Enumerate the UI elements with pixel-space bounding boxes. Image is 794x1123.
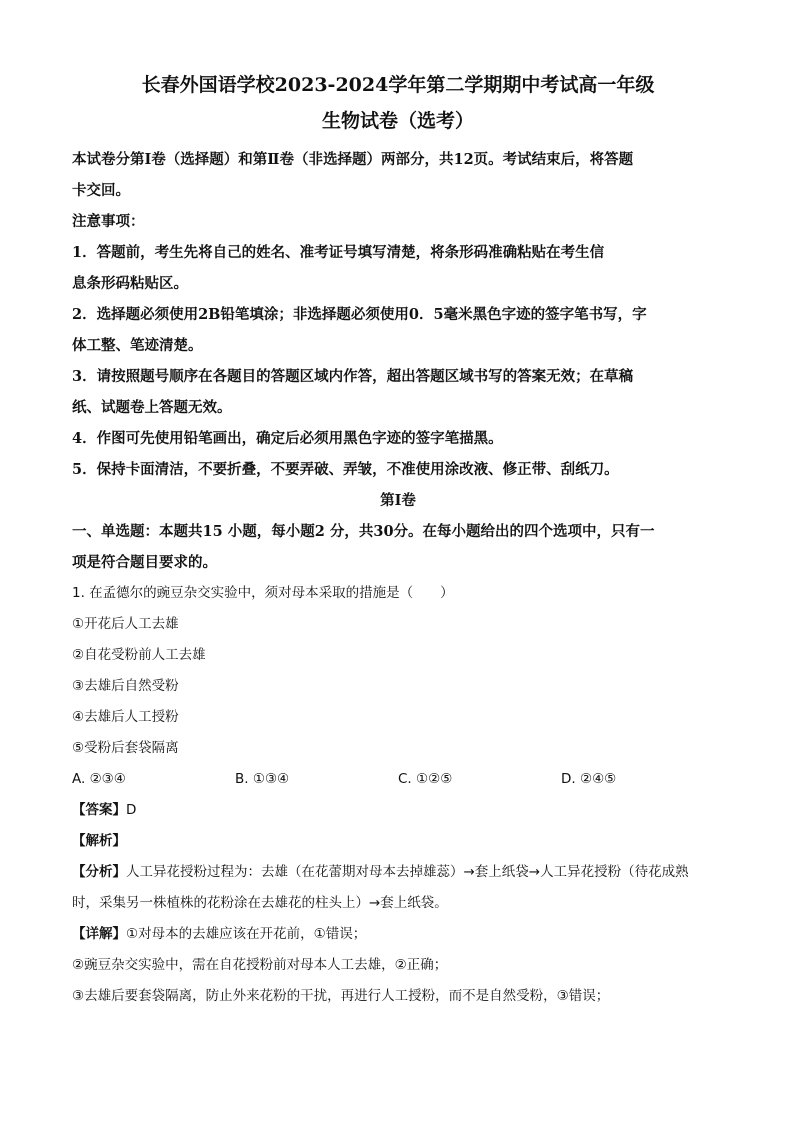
document-page <box>72 72 724 1012</box>
statement-5: ⑤受粉后套袋隔离 <box>72 740 179 756</box>
intro-line-2: 卡交回。 <box>72 182 130 199</box>
answer-line <box>72 795 724 826</box>
statement-3: ③去雄后自然受粉 <box>72 678 179 694</box>
exam-title: 长春外国语学校2023-2024学年第二学期期中考试高一年级 <box>141 74 655 96</box>
option-d: D. ②④⑤ <box>561 771 617 787</box>
note-2-line-2: 体工整、笔迹清楚。 <box>72 337 203 354</box>
option-c: C. ①②⑤ <box>398 771 453 787</box>
note-1-line-1: 1．答题前，考生先将自己的姓名、准考证号填写清楚，将条形码准确粘贴在考生信 <box>72 244 605 261</box>
analysis-line <box>72 826 724 857</box>
detail-text-1: ①对母本的去雄应该在开花前，①错误； <box>126 926 367 942</box>
option-a: A. ②③④ <box>72 771 126 787</box>
statement-4: ④去雄后人工授粉 <box>72 709 179 725</box>
question-1-stem: 1. 在孟德尔的豌豆杂交实验中，须对母本采取的措施是（ ） <box>72 585 454 601</box>
detail-tag: 【详解】 <box>72 926 126 942</box>
detail-line-2: ②豌豆杂交实验中，需在自花授粉前对母本人工去雄，②正确； <box>72 957 448 973</box>
intro-line-1: 本试卷分第Ⅰ卷（选择题）和第Ⅱ卷（非选择题）两部分，共12页。考试结束后，将答题 <box>72 151 634 168</box>
answer-tag: 【答案】 <box>72 802 126 818</box>
option-b: B. ①③④ <box>235 771 290 787</box>
note-3-line-1: 3．请按照题号顺序在各题目的答题区域内作答，超出答题区域书写的答案无效；在草稿 <box>72 368 634 385</box>
note-2-line-1: 2．选择题必须使用2B铅笔填涂；非选择题必须使用0．5毫米黑色字迹的签字笔书写，字 <box>72 306 647 323</box>
detail-line-3: ③去雄后要套袋隔离，防止外来花粉的干扰，再进行人工授粉，而不是自然受粉，③错误； <box>72 988 610 1004</box>
note-4: 4．作图可先使用铅笔画出，确定后必须用黑色字迹的签字笔描黑。 <box>72 430 503 447</box>
statement-2: ②自花受粉前人工去雄 <box>72 647 206 663</box>
note-1-line-2: 息条形码粘贴区。 <box>72 275 188 292</box>
fenxi-line-2: 时，采集另一株植株的花粉涂在去雄花的柱头上）→套上纸袋。 <box>72 895 448 911</box>
detail-line-1 <box>72 919 724 950</box>
answer-value: D <box>126 802 137 818</box>
section-instruction-line-1: 一、单选题：本题共15 小题，每小题2 分，共30分。在每小题给出的四个选项中，只有一 <box>72 523 655 540</box>
fenxi-line-1 <box>72 857 724 888</box>
fenxi-text-1: 人工异花授粉过程为：去雄（在花蕾期对母本去掉雄蕊）→套上纸袋→人工异花授粉（待花成熟 <box>126 864 689 880</box>
analysis-tag: 【解析】 <box>72 833 126 849</box>
note-5: 5．保持卡面清洁，不要折叠，不要弄破、弄皱，不准使用涂改液、修正带、刮纸刀。 <box>72 461 619 478</box>
answer-options <box>72 764 724 795</box>
notes-heading: 注意事项： <box>72 213 145 230</box>
note-3-line-2: 纸、试题卷上答题无效。 <box>72 399 232 416</box>
section-title: 第Ⅰ卷 <box>380 492 416 509</box>
section-instruction-line-2: 项是符合题目要求的。 <box>72 554 217 571</box>
fenxi-tag: 【分析】 <box>72 864 126 880</box>
exam-subtitle: 生物试卷（选考） <box>321 110 474 132</box>
statement-1: ①开花后人工去雄 <box>72 616 179 632</box>
